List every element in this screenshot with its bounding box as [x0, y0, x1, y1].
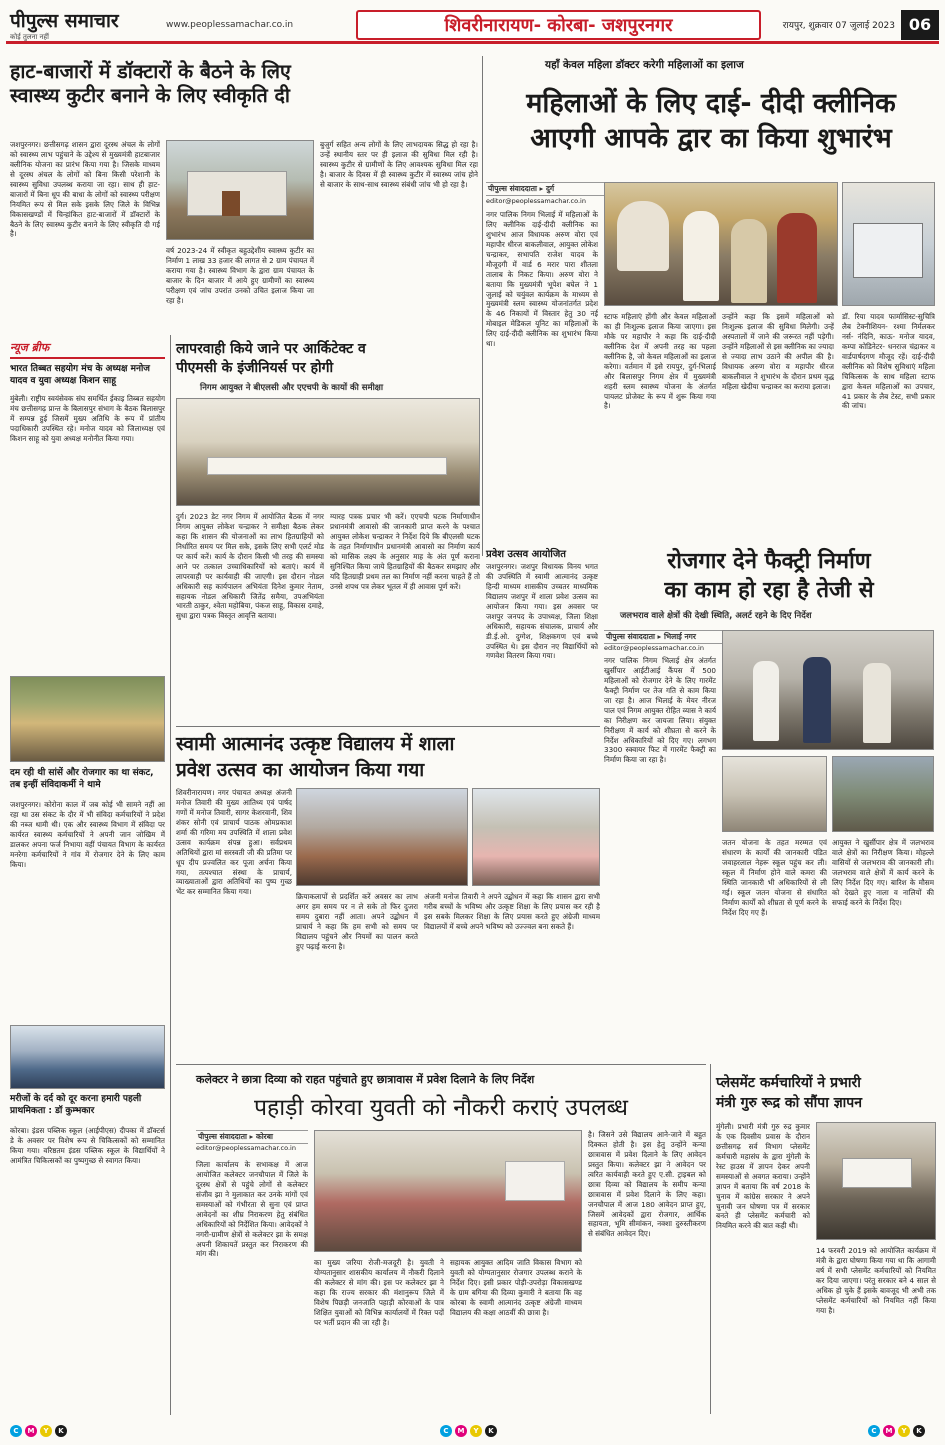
black-mark: K: [913, 1425, 925, 1437]
story1-body3: बुजुर्ग सहित अन्य लोगों के लिए लाभदायक सिद्ध हो रहा है। उन्हें स्थानीय स्तर पर ही इलाज की सुविधा मिल रही है। स्वास्थ्य कुटीर से ग्रामीणों के लिए आवश्यक सुविधा मिल रहा है। बाजार के दिवस में ही स्वास्थ्य कुटीर में स्वास्थ्य जांच होने से बाजार के साथ-साथ स्वास्थ्य संबंधी जांच भी हो रहा है।: [320, 140, 478, 189]
story2-headline: [486, 86, 936, 156]
cyan-mark: C: [440, 1425, 452, 1437]
story2-headline-line1: महिलाओं के लिए दाई- दीदी क्लीनिक: [526, 88, 896, 119]
janchaupal-photo: [314, 1130, 582, 1252]
story2-headline-line2: आएगी आपके द्वार का किया शुभारंभ: [530, 123, 892, 155]
magenta-mark: M: [455, 1425, 467, 1437]
brief3-headline: मरीजों के दर्द को दूर करना हमारी पहली प्राथमिकता : डॉ कुम्भकार: [10, 1094, 142, 1116]
story2-byline: पीपुल्स संवाददाता ▸ दुर्ग: [486, 182, 604, 196]
story7-body3: सहायक आयुक्त आदिम जाति विकास विभाग को युवती को योग्यतानुसार रोजगार उपलब्ध कराने के निर्देश दिए। इसी प्रकार पोड़ी-उपरोड़ा विकासखण्ड के ग्राम बगिया की दिव्या कुमारी ने बताया कि वह कोरबा के स्वामी आत्मानंद उत्कृष्ट अंग्रेजी माध्यम विद्यालय की कक्षा आठवीं की छात्रा है।: [450, 1258, 582, 1317]
brief1-headline: भारत तिब्बत सहयोग मंच के अध्यक्ष मनोज यादव व युवा अध्यक्ष किशन साहू: [10, 364, 150, 386]
story7-body2: का मुख्य जरिया रोजी-मजदूरी है। युवती ने योग्यतानुसार शासकीय कार्यालय में नौकरी दिलाने की कलेक्टर से मांग की। इस पर कलेक्टर झा ने कहा कि राज्य सरकार की मंशानुरूप जिले में विशेष पिछड़ी जनजाति पहाड़ी कोरवाओं के पात्र शिक्षित युवाओं को विभिन्न कार्यालयों में रिक्त पदों पर भर्ती प्रदान की जा रही है।: [314, 1258, 444, 1327]
black-mark: K: [485, 1425, 497, 1437]
yellow-mark: Y: [40, 1425, 52, 1437]
page-number: 06: [901, 10, 939, 40]
cyan-mark: C: [868, 1425, 880, 1437]
website-url[interactable]: www.peoplessamachar.co.in: [166, 19, 294, 30]
story7-byline: पीपुल्स संवाददाता ▸ कोरबा: [196, 1130, 308, 1144]
story3-body: दुर्ग। 2023 डेट नगर निगम में आयोजित बैठक में नगर निगम आयुक्त लोकेश चन्द्राकर ने समीक्षा बैठक लेकर कहा कि शासन की योजनाओं का लाभ हितग्राहियों को निर्धारित समय पर मिल सके, इसके लिए सभी एलर्ट मोड पर कार्य करें। कार्य के दौरान किसी भी तरह की समस्या आने पर तत्काल उच्चाधिकारियों को बताएं। कार्य में लापरवाही पर कार्यवाही की जाएगी। इस दौरान नोडल अधिकारी सह कार्यपालन अभियंता दिनेश कुमार नेताम, सहायक नोडल अधिकारी जितेंद्र समैया, उपअभियंता भारती ठाकुर, श्वेता महोबिया, पंकज साहू, विकास दमाहे, सुधा द्वारा पत्रक विस्तृत आवृत्ति बताया।: [176, 512, 324, 621]
school-event-photo-2: [472, 788, 600, 886]
health-kutir-photo: [166, 140, 314, 240]
story6-body2: जतन योजना के तहत मरम्मत एवं संधारण के कार्यों की जानकारी पंडित जवाहरलाल नेहरू स्कूल पहुंच कर ली। स्कूल में निर्माण होने वाले कमरा की स्थिति जानकारी भी अधिकारियों से ली गई। स्कूल जतन योजना से संधारित निर्माण कार्यों को शीघ्रता से पूर्ण करने के निर्देश दिए गए हैं।: [722, 838, 827, 917]
column-rule: [170, 335, 171, 1415]
story3-body2: ग्यारह पत्रक प्रचार भी करें। एएचपी घटक निर्माणाधीन प्रधानमंत्री आवासो की जानकारी प्राप्त करने के पश्चात आयुक्त लोकेश चन्द्राकर ने निर्देश दिये कि बीएलसी घटक के तहत निर्माणाधीन प्रधानमंत्री आवासो का निर्माण कार्य को मासिक लक्ष्य के अनुसार माह के अंत पूर्ण कराना सुनिश्चित किया जाये हितग्राहियों की बैठकर समझाए और यदि हितग्राही प्रथम तल का निर्माण नहीं करना चाहते हैं तो उनसे शपथ पत्र लेकर भूतल में ही आवास पूर्ण करें।: [330, 512, 480, 591]
brief1-body: मुंबेली। राष्ट्रीय स्वयंसेवक संघ समर्थित ईकाइ तिब्बत सहयोग मंच छत्तीसगढ़ प्रान्त के बिलासपुर संभाग के बैठक बिलासपुर में सम्पन्न हुई जिसमें मुख्य अतिथि के रूप में प्रांतीय पदाधिकारी उपस्थित रहे। मनोज यादव को जिलाध्यक्ष एवं किशन साहू को युवा अध्यक्ष मनोनीत किया गया।: [10, 394, 165, 443]
newspaper-logo[interactable]: पीपुल्स समाचार कोई तुलना नहीं: [10, 10, 119, 41]
school-visit-photo: [722, 756, 827, 832]
story6-headline: [604, 548, 934, 605]
story5-body3: अंजनी मनोज तिवारी ने अपने उद्बोधन में कहा कि शासन द्वारा सभी गरीब बच्चों के भविष्य और उत्कृष्ट शिक्षा के लिए प्रयास कर रही है इस सबके मिलकर शिक्षा के लिए प्रयास करते हुए अंग्रेजी माध्यम विद्यालयों में बच्चे अपने भविष्य को उज्ज्वल बना सकते हैं।: [424, 892, 600, 931]
story2-body: नगर पालिक निगम भिलाई में महिलाओं के लिए क्लीनिक दाई-दीदी क्लीनिक का शुभारंभ आज विधायक अरुण वोरा एवं महापौर धीरज बाकलीवाल, आयुक्त लोकेश चन्द्राकर, सभापति राजेश यादव के मौजूदगी में वार्ड 6 मरार पारा शीतला तालाब के निकट किया। अरुण वोरा ने बताया कि मुख्यमंत्री भूपेश बघेल ने 1 जुलाई को चयुंवल कार्यक्रम के माध्यम से मुख्यमंत्री स्लम स्वास्थ्य योजनांतर्गत प्रदेश के 46 निकायों में विस्तार हेतु 30 नई मोबाइल मेडिकल यूनिट का महिलाओं के लिए दाई-दीदी क्लीनिक का शुभारंभ किया था।: [486, 210, 598, 349]
cmyk-mark-right: [868, 1425, 925, 1437]
story2-email[interactable]: editor@peoplessamachar.co.in: [486, 197, 586, 205]
story7-kicker: कलेक्टर ने छात्रा दिव्या को राहत पहुंचाते हुए छात्रावास में प्रवेश दिलाने के लिए निर्देश: [196, 1073, 535, 1086]
story7-headline: पहाड़ी कोरवा युवती को नौकरी कराएं उपलब्ध: [253, 1095, 629, 1121]
brief3-body: कोरबा। इंडस पब्लिक स्कूल (आईपीएस) दीपका में डॉक्टर्स डे के अवसर पर विशेष रूप से चिकित्सकों को सम्मानित किया गया। वरिष्ठतम इंडस पब्लिक स्कूल के विद्यार्थियों ने आमंत्रित चिकित्सकों का पुष्पगुच्छ से स्वागत किया।: [10, 1126, 165, 1165]
story1-body: जशपुरनगर। छत्तीसगढ़ शासन द्वारा दूरस्थ अंचल के लोगों को स्वास्थ्य लाभ पहुंचाने के उद्देश्य से मुख्यमंत्री हाटबाजार क्लीनिक योजना का प्रारंभ किया गया है। जिसके माध्यम से दूरस्थ अंचल के लोगों को बिना किसी परेशानी के स्वास्थ्य सुविधा उपलब्ध कराया जा रहा। साथ ही हाट-बाजारों में बिना धूप की बाधा के लोगों को स्वास्थ्य परीक्षण नियमित रूप से मिल सके इसके लिए जिले के विभिन्न विकासखण्डों में चिन्हांकित हाट-बाजारों में डॉक्टारों के बैठने के लिए स्वास्थ्य कुटीर बनाने के लिए स्वीकृति दी गई है।: [10, 140, 160, 239]
story8-caption: 14 फरवरी 2019 को आयोजित कार्यक्रम में मंत्री के द्वारा घोषणा किया गया था कि आगामी वर्ष में सभी प्लेसमेंट कर्मचारियों को नियमित कर दिया जाएगा। परंतु सरकार बने 4 साल से अधिक हो चुके हैं इसके बावजूद भी अभी तक प्लेसमेंट कर्मचारियों को नियमित नहीं किया गया है।: [816, 1246, 936, 1315]
story5-headline-line2: प्रवेश उत्सव का आयोजन किया गया: [176, 758, 425, 781]
story2-kicker: यहाँ केवल महिला डॉक्टर करेगी महिलाओं का इलाज: [545, 59, 744, 71]
story5-body: शिवरीनारायण। नगर पंचायत अध्यक्ष अंजनी मनोज तिवारी की मुख्य आतिथ्य एवं पार्षद गणों में मनोज तिवारी, सागर केशरवानी, शिव शंकर सोनी एवं प्राचार्य पाठक ओमप्रकाश शर्मा की गरिमा मय उपस्थिति में शाला प्रवेश उत्सव कार्यक्रम संपन्न हुआ। सर्वप्रथम अतिथियों द्वारा मां सरस्वती जी की प्रतिमा पर धूप दीप प्रज्वलित कर पूजा अर्चना किया गया, तत्पश्चात संस्था के प्राचार्य, व्याख्याताओं द्वारा अतिथियों का पुष्प गुच्छ भेंट कर सम्मानित किया गया।: [176, 788, 292, 897]
story8-headline: [716, 1074, 936, 1113]
brief-rule: [10, 357, 165, 359]
story6-body3: आयुक्त ने खुर्सीपार क्षेत्र में जलभराव वाले क्षेत्रों का निरीक्षण किया। मोहल्ले वासियों से जलभराव की जानकारी ली। जलभराव वाले क्षेत्रों में कार्य करने के लिए निर्देश दिए गए। बारिश के मौसम को देखते हुए नाला व नालियों की सफाई करने के निर्देश दिए।: [832, 838, 934, 907]
column-rule: [710, 1064, 711, 1414]
story6-email[interactable]: editor@peoplessamachar.co.in: [604, 644, 704, 652]
doctors-day-photo: [10, 1025, 165, 1089]
cmyk-mark-center: [440, 1425, 497, 1437]
story2-body2: स्टाफ महिलाएं होंगी और केवल महिलाओं का ही निःशुल्क इलाज किया जाएगा। इस मौके पर महापौर ने कहा कि दाई-दीदी क्लीनिक देश में अपनी तरह का पहला क्लीनिक है, जो केवल महिलाओं का इलाज करेगा। वर्तमान में इसे रायपुर, दुर्ग-भिलाई और बिलासपुर निगम क्षेत्र में मुख्यमंत्री शहरी स्लम स्वास्थ्य योजना के अंतर्गत पायलट प्रोजेक्ट के रूप में शुरू किया गया है।: [604, 312, 716, 411]
story8-body: मुंगेली। प्रभारी मंत्री गुरु रुद्र कुमार के एक दिवसीय प्रवास के दौरान छत्तीसगढ़ सर्व विभाग प्लेसमेंट कर्मचारी महासंघ के द्वारा मुंगेली के रेस्ट हाउस में ज्ञापन देकर अपनी समस्याओं से अवगत कराया। उन्होंने ज्ञापन में बताया कि वर्ष 2018 के चुनाव में कांग्रेस सरकार ने अपने चुनावी जन घोषणा पत्र में सरकार बनते ही प्लेसमेंट कर्मचारी को नियमित करने की बात कही थी।: [716, 1122, 810, 1231]
story7-body: जिला कार्यालय के सभाकक्ष में आज आयोजित कलेक्टर जनचौपाल में जिले के दूरस्थ क्षेत्रों से पहुंचे लोगों से कलेक्टर संजीव झा ने मुलाकात कर उनके मांगों एवं समस्याओं को गंभीरता से सुना एवं प्राप्त आवेदनों का शीघ्र निराकरण हेतु संबंधित अधिकारियों को निर्देशित किया। आवेदकों ने नगरी-ग्रामीण क्षेत्रों से कलेक्टर झा के समक्ष अपनी शिकायतें प्रस्तुत कर निराकरण की मांग की।: [196, 1160, 308, 1259]
story4-headline: प्रवेश उत्सव आयोजित: [486, 549, 566, 560]
story6-body: नगर पालिक निगम भिलाई क्षेत्र अंतर्गत खुर्सीपार आईटीआई कैंपस में 500 महिलाओं को रोजगार देने के लिए गारमेंट फैक्ट्री निर्माण पर तेज गति से काम किया जा रहा है। आज भिलाई के मेयर नीरज पाल एवं निगम आयुक्त रोहित व्यास ने कार्य का निरीक्षण कर जायजा लिया। संयुक्त निरीक्षण में कार्य को शीघ्रता से करने के निर्देश अधिकारियों को दिए गए। लगभग 3300 स्क्वायर फिट में गारमेंट फैक्ट्री का निर्माण किया जा रहा है।: [604, 656, 716, 765]
masthead: [6, 8, 939, 44]
clinic-vehicle-photo: [842, 182, 935, 306]
brief2-body: जशपुरनगर। कोरोना काल में जब कोई भी सामने नहीं आ रहा था उस संकट के दौर में भी संविदा कर्मचारियों ने प्रदेश की नब्ज थामी थी। एक और स्वास्थ्य विभाग में संविदा पर कार्यरत स्वास्थ्य कर्मचारियों ने अपनी जान जोखिम में डालकर अपना फर्ज निभाया वहीं पंचायत विभाग के कार्यरत मनरेगा कर्मचारियों ने गांव में रोजगार देने के लिए काम किया।: [10, 800, 165, 869]
story3-headline-line1: लापरवाही किये जाने पर आर्किटेक्ट व: [176, 341, 366, 357]
yellow-mark: Y: [470, 1425, 482, 1437]
story3-headline-line2: पीएमसी के इंजीनियर्स पर होगी: [176, 359, 334, 376]
news-brief-label: न्यूज ब्रीफ: [10, 341, 50, 354]
magenta-mark: M: [25, 1425, 37, 1437]
story-rule: [176, 726, 600, 727]
clinic-inauguration-photo: [604, 182, 838, 306]
story5-headline: [176, 732, 600, 783]
brief2-headline: दम रही थी सांसें और रोजगार का था संकट, तब इन्हीं संविदाकर्मी ने थामे: [10, 768, 154, 790]
story3-headline: [176, 340, 480, 378]
story1-body2: वर्ष 2023-24 में स्वीकृत बहुउद्देशीय स्वास्थ्य कुटीर का निर्माण 1 लाख 33 हजार की लागत से 2 ग्राम पंचायत में कराया गया है। स्वास्थ्य विभाग के द्वारा ग्राम पंचायत के बाजार के दिन बाजार में आये हुए ग्रामीणों का स्वास्थ्य परीक्षण एवं जांच उपरांत उनको उचित इलाज किया जा रहा है।: [166, 246, 314, 305]
factory-inspection-photo: [722, 630, 934, 750]
story7-body4: है। जिसने उसे विद्यालय आने-जाने में बहुत दिक्कत होती है। इस हेतु उन्होंने कन्या छात्रावास में प्रवेश दिलाने के लिए आवेदन प्रस्तुत किया। कलेक्टर झा ने आवेदन पर त्वरित कार्यवाही करते हुए ए.सी. ट्राइबल को छात्रा दिव्या को विद्यालय के समीप कन्या छात्रावास में प्रवेश दिलाने के लिए कहा। जनचौपाल में आज 180 आवेदन प्राप्त हुए, जिसमें आवेदकों द्वारा रोजगार, आर्थिक सहायता, भूमि सीमांकन, नक्शा दुरुस्तीकरण से संबंधित आवेदन दिए।: [588, 1130, 706, 1239]
story2-body4: डॉ. रिया यादव फार्मासिस्ट-सुचित्रि लैब टेक्नीशियन- रश्मा निर्मलकर नर्स- नंदिनि, काऊ- मनोज यादव, कम्पा कोडिनेटर- धनराज चंद्राकर व वार्डपार्षदगण मौजूद रहें। दाई-दीदी क्लीनिक को विशेष सुविधाएं महिला चिकित्सक के साथ महिला स्टाफ द्वारा केवल महिलाओं का उपचार, 41 प्रकार के लैब टेस्ट, सभी प्रकार की जांच।: [842, 312, 935, 411]
story2-body3: उन्होंने कहा कि इसमें महिलाओं को निःशुल्क इलाज की सुविधा मिलेगी। उन्हें अस्पतालों में जाने की जरूरत नहीं पड़ेगी। उन्होंने महिलाओं से इस क्लीनिक का ज्यादा से ज्यादा लाभ उठाने की अपील की है। विधायक अरुण वोरा व महापौर धीरज बाकलीवाल ने शुभारंभ के दौरान प्रथम वृद्ध महिला खेदीया चन्द्राकर का कराया इलाज।: [722, 312, 834, 391]
cyan-mark: C: [10, 1425, 22, 1437]
column-rule: [482, 56, 483, 556]
memorandum-photo: [816, 1122, 936, 1240]
issue-date: रायपुर, शुक्रवार 07 जुलाई 2023: [782, 21, 895, 31]
story1-headline-line1: हाट-बाजारों में डॉक्टारों के बैठने के लिए: [10, 60, 291, 83]
story8-headline-line1: प्लेसमेंट कर्मचारियों ने प्रभारी: [716, 1075, 861, 1091]
waterlogging-photo: [832, 756, 934, 832]
story5-body2: क्रियाकलापों से प्रदर्शित करें अवसर का लाभ अगर हम समय पर न ले सके तो फिर दुजरा समय दुबारा नहीं आता। अपने उद्बोधन में प्राचार्य ने कहा कि हम सभी को समय पर विद्यालय पहुंचने और नियमों का पालन करते हुए पढ़ाई करना है।: [296, 892, 418, 951]
cmyk-mark-left: [10, 1425, 67, 1437]
magenta-mark: M: [883, 1425, 895, 1437]
story7-email[interactable]: editor@peoplessamachar.co.in: [196, 1144, 296, 1152]
story6-byline: पीपुल्स संवाददाता ▸ भिलाई नगर: [604, 630, 722, 644]
story-rule: [176, 1064, 706, 1065]
black-mark: K: [55, 1425, 67, 1437]
section-title: शिवरीनारायण- कोरबा- जशपुरनगर: [356, 10, 761, 40]
story6-headline-line1: रोजगार देने फैक्ट्री निर्माण: [667, 549, 871, 574]
municipal-meeting-photo: [176, 398, 480, 506]
story4-body: जशपुरनगर। जशपुर विधायक विनय भगत की उपस्थिति में स्वामी आत्मानंद उत्कृष्ट हिन्दी माध्यम शासकीय उच्चतर माध्यमिक विद्यालय जशपुर में शाला प्रवेश उत्सव का आयोजन किया गया। इस अवसर पर जशपुर जनपद के उपाध्यक्ष, जिला शिक्षा अधिकारी, सहायक संचालक, प्राचार्य और डी.ई.ओ. दुग्गेश, शिक्षकगण एवं बच्चे उपस्थित थे। इस दौरान नए विद्यार्थियों को गणवेश वितरण किया गया।: [486, 562, 598, 661]
school-event-photo-1: [296, 788, 468, 886]
story3-subhead: निगम आयुक्त ने बीएलसी और एएचपी के कायों की समीक्षा: [200, 383, 384, 393]
meeting-crowd-photo: [10, 676, 165, 762]
story6-headline-line2: का काम हो रहा है तेजी से: [664, 577, 874, 603]
story8-headline-line2: मंत्री गुरु रूद्र को सौंपा ज्ञापन: [716, 1094, 863, 1111]
story1-headline-line2: स्वास्थ्य कुटीर बनाने के लिए स्वीकृति दी: [10, 83, 290, 107]
story6-subhead: जलभराव वाले क्षेत्रों की देखी स्थिति, अलर्ट रहने के दिए निर्देश: [620, 611, 812, 621]
yellow-mark: Y: [898, 1425, 910, 1437]
story5-headline-line1: स्वामी आत्मानंद उत्कृष्ट विद्यालय में शाला: [176, 733, 455, 755]
story1-headline: [10, 60, 480, 108]
